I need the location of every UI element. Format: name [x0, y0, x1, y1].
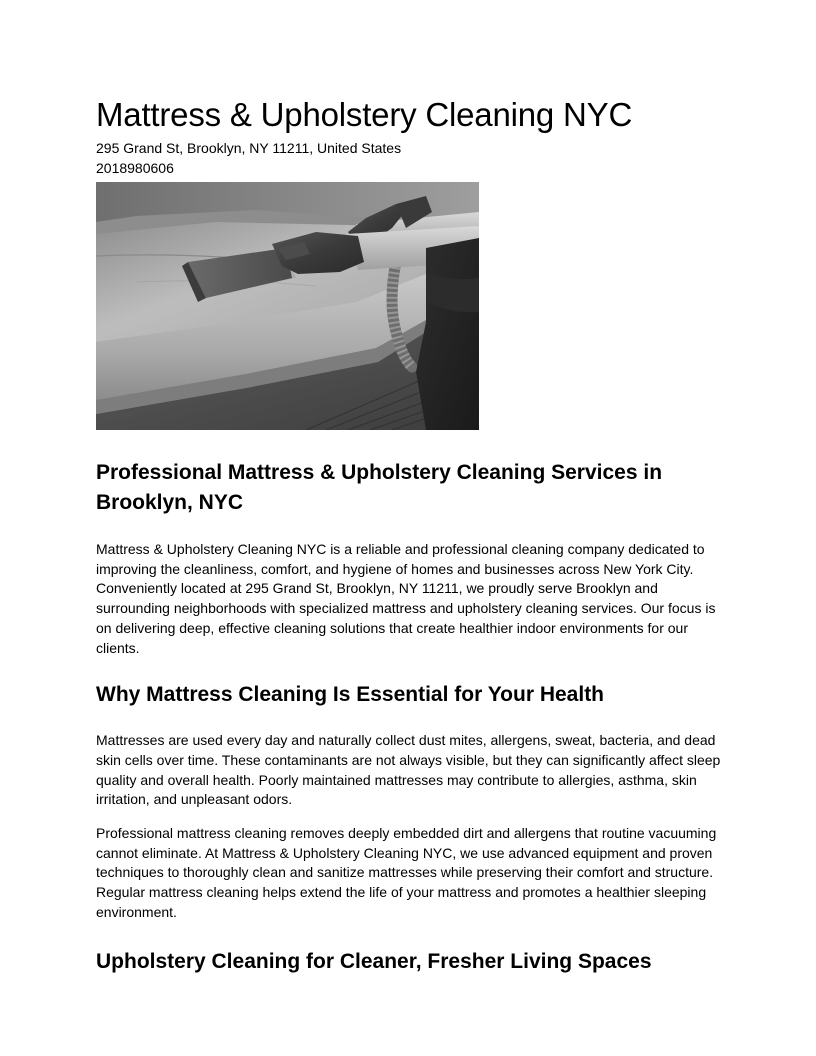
document-page: [96, 92, 726, 977]
mattress-paragraph-2: Professional mattress cleaning removes deeply embedded dirt and allergens that routine vacuuming cannot eliminate. At Mattress & Upholstery Cleaning NYC, we use advanced equipment and proven techniques to thoroughly clean and sanitize mattresses while preserving their comfort and structure. Regular mattress cleaning helps extend the life of your mattress and promotes a healthier sleeping environment.: [96, 825, 717, 920]
mattress-heading: Why Mattress Cleaning Is Essential for Your Health: [96, 683, 605, 707]
cleaning-photo-illustration: [96, 182, 479, 430]
business-phone: 2018980606: [96, 160, 174, 176]
hero-photo-upholstery-cleaning: [96, 182, 479, 430]
intro-paragraph: Mattress & Upholstery Cleaning NYC is a reliable and professional cleaning company dedicated to improving the cleanliness, comfort, and hygiene of homes and businesses across New York City. Conveniently located at 295 Grand St, Brooklyn, NY 11211, we proudly serve Brooklyn and surrounding neighborhoods with specialized mattress and upholstery cleaning services. Our focus is on delivering deep, effective cleaning solutions that create healthier indoor environments for our clients.: [96, 541, 716, 656]
mattress-paragraph-1: Mattresses are used every day and naturally collect dust mites, allergens, sweat, bacteria, and dead skin cells over time. These contaminants are not always visible, but they can significantly affect sleep quality and overall health. Poorly maintained mattresses may contribute to allergies, asthma, skin irritation, and unpleasant odors.: [96, 732, 721, 808]
business-address: 295 Grand St, Brooklyn, NY 11211, United States: [96, 140, 402, 156]
intro-heading: Professional Mattress & Upholstery Cleaning Services in Brooklyn, NYC: [96, 461, 663, 514]
upholstery-heading: Upholstery Cleaning for Cleaner, Fresher Living Spaces: [96, 949, 652, 973]
page-title: Mattress & Upholstery Cleaning NYC: [96, 96, 633, 133]
